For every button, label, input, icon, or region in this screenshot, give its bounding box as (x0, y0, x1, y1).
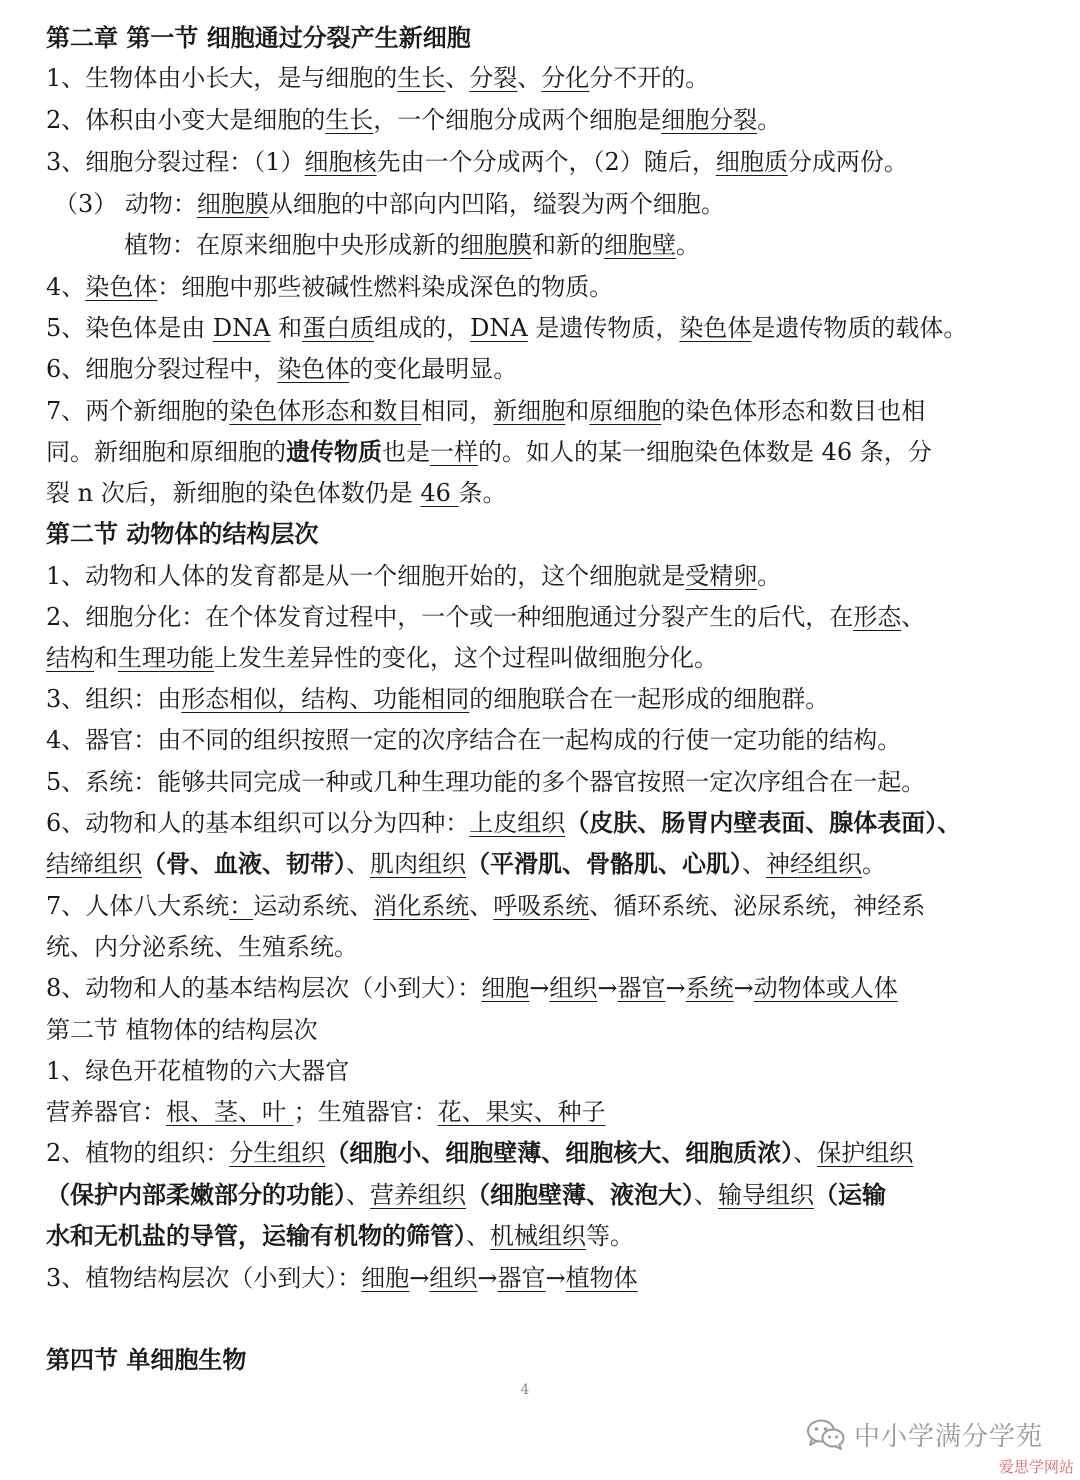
paragraph-line: 统、内分泌系统、生殖系统。 (46, 933, 358, 961)
paragraph-line: 3、组织：由形态相似，结构、功能相同的细胞联合在一起形成的细胞群。 (46, 685, 830, 713)
paragraph-line: 2、植物的组织：分生组织（细胞小、细胞壁薄、细胞核大、细胞质浓）、保护组织 (46, 1138, 914, 1167)
paragraph-line: 4、器官：由不同的组织按照一定的次序结合在一起构成的行使一定功能的结构。 (46, 726, 902, 754)
page-number: 4 (520, 1382, 530, 1398)
paragraph-line: 同。新细胞和原细胞的遗传物质也是一样的。如人的某一细胞染色体数是 46 条，分 (46, 437, 932, 466)
section-title-1: 第二章 第一节 细胞通过分裂产生新细胞 (46, 24, 471, 52)
watermark-text: 中小学满分学苑 (854, 1421, 1044, 1452)
paragraph-line: 7、人体八大系统：运动系统、消化系统、呼吸系统、循环系统、泌尿系统，神经系 (46, 892, 926, 920)
paragraph-line: 1、生物体由小长大，是与细胞的生长、分裂、分化分不开的。 (46, 64, 710, 92)
paragraph-line: 3、植物结构层次（小到大）：细胞→组织→器官→植物体 (46, 1264, 638, 1292)
paragraph-line: （保护内部柔嫩部分的功能）、营养组织（细胞壁薄、液泡大）、输导组织（运输 (46, 1180, 886, 1209)
section-title-4: 第四节 单细胞生物 (46, 1346, 247, 1374)
paragraph-line: 2、体积由小变大是细胞的生长，一个细胞分成两个细胞是细胞分裂。 (46, 106, 782, 134)
paragraph-line: （3） 动物：细胞膜从细胞的中部向内凹陷，缢裂为两个细胞。 (54, 190, 725, 218)
paragraph-line: 1、绿色开花植物的六大器官 (46, 1057, 350, 1085)
paragraph-line: 5、染色体是由 DNA 和蛋白质组成的，DNA 是遗传物质，染色体是遗传物质的载体。 (46, 314, 968, 342)
paragraph-line: 6、细胞分裂过程中，染色体的变化最明显。 (46, 355, 518, 383)
paragraph-line: 结构和生理功能上发生差异性的变化，这个过程叫做细胞分化。 (46, 644, 718, 672)
paragraph-line: 8、动物和人的基本结构层次（小到大）：细胞→组织→器官→系统→动物体或人体 (46, 974, 898, 1002)
site-watermark: 爱思学网站 (998, 1458, 1074, 1476)
paragraph-line: 6、动物和人的基本组织可以分为四种：上皮组织（皮肤、肠胃内壁表面、腺体表面）、 (46, 808, 962, 837)
paragraph-line: 营养器官：根、茎、叶 ；生殖器官：花、果实、种子 (46, 1098, 606, 1126)
paragraph-line: 3、细胞分裂过程：（1）细胞核先由一个分成两个，（2）随后，细胞质分成两份。 (46, 148, 908, 176)
paragraph-line: 2、细胞分化：在个体发育过程中，一个或一种细胞通过分裂产生的后代，在形态、 (46, 603, 926, 631)
paragraph-line: 4、染色体：细胞中那些被碱性燃料染成深色的物质。 (46, 273, 614, 301)
paragraph-line: 结缔组织（骨、血液、韧带）、肌肉组织（平滑肌、骨骼肌、心肌）、神经组织。 (46, 849, 886, 878)
paragraph-line: 裂 n 次后，新细胞的染色体数仍是 46 条。 (46, 479, 507, 507)
watermark (806, 1414, 1043, 1454)
wechat-icon (806, 1418, 846, 1450)
paragraph-line: 水和无机盐的导管，运输有机物的筛管）、机械组织等。 (46, 1221, 634, 1250)
paragraph-line: 植物：在原来细胞中央形成新的细胞膜和新的细胞壁。 (124, 231, 700, 259)
paragraph-line: 7、两个新细胞的染色体形态和数目相同，新细胞和原细胞的染色体形态和数目也相 (46, 397, 926, 425)
section-title-2: 第二节 动物体的结构层次 (46, 520, 319, 548)
paragraph-line: 1、动物和人体的发育都是从一个细胞开始的，这个细胞就是受精卵。 (46, 562, 782, 590)
paragraph-line: 5、系统：能够共同完成一种或几种生理功能的多个器官按照一定次序组合在一起。 (46, 768, 926, 796)
section-title-3: 第二节 植物体的结构层次 (46, 1016, 318, 1044)
